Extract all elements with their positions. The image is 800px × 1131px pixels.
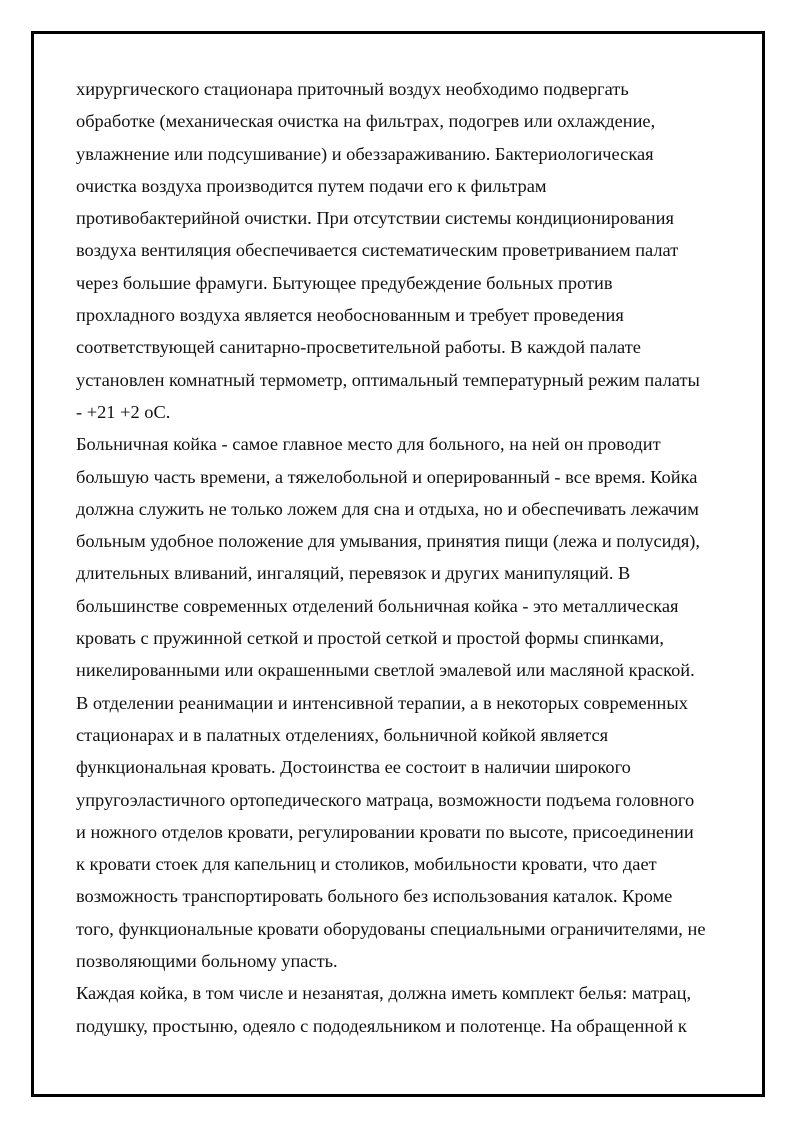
- text-line: и ножного отделов кровати, регулировании кровати по высоте, присоединении: [76, 821, 694, 842]
- text-line: функциональная кровать. Достоинства ее состоит в наличии широкого: [76, 757, 631, 778]
- text-line: того, функциональные кровати оборудованы специальными ограничителями, не: [76, 918, 706, 939]
- text-line: большую часть времени, а тяжелобольной и оперированный - все время. Койка: [76, 466, 698, 487]
- text-line: - +21 +2 оС.: [76, 401, 171, 422]
- text-line: хирургического стационара приточный воздух необходимо подвергать: [76, 79, 629, 99]
- text-line: противобактерийной очистки. При отсутствии системы кондиционирования: [76, 208, 674, 229]
- text-line: В отделении реанимации и интенсивной терапии, а в некоторых современных: [76, 692, 688, 713]
- text-line: Больничная койка - самое главное место для больного, на ней он проводит: [76, 434, 661, 455]
- text-line: Каждая койка, в том числе и незанятая, должна иметь комплект белья: матрац,: [76, 983, 692, 1004]
- text-line: установлен комнатный термометр, оптимальный температурный режим палаты: [76, 369, 700, 390]
- text-line: подушку, простыню, одеяло с пододеяльником и полотенце. На обращенной к: [76, 1015, 687, 1036]
- text-line: никелированными или окрашенными светлой эмалевой или масляной краской.: [76, 660, 695, 681]
- text-line: длительных вливаний, ингаляций, перевязок и других манипуляций. В: [76, 563, 631, 584]
- text-line: прохладного воздуха является необоснованным и требует проведения: [76, 305, 624, 326]
- text-line: соответствующей санитарно-просветительной работы. В каждой палате: [76, 337, 641, 358]
- text-line: больным удобное положение для умывания, принятия пищи (лежа и полусидя),: [76, 531, 701, 552]
- text-line: большинстве современных отделений больничная койка - это металлическая: [76, 595, 679, 616]
- text-line: стационарах и в палатных отделениях, больничной койкой является: [76, 724, 609, 745]
- text-line: через большие фрамуги. Бытующее предубеждение больных против: [76, 272, 613, 293]
- document-body: [76, 73, 736, 1042]
- text-line: к кровати стоек для капельниц и столиков, мобильности кровати, что дает: [76, 854, 657, 875]
- text-line: очистка воздуха производится путем подачи его к фильтрам: [76, 175, 547, 196]
- text-line: должна служить не только ложем для сна и отдыха, но и обеспечивать лежачим: [76, 498, 699, 519]
- text-line: упругоэластичного ортопедического матраца, возможности подъема головного: [76, 789, 695, 810]
- text-line: увлажнение или подсушивание) и обеззараживанию. Бактериологическая: [76, 143, 654, 164]
- text-line: позволяющими больному упасть.: [76, 951, 338, 972]
- text-line: кровать с пружинной сеткой и простой сеткой и простой формы спинками,: [76, 628, 664, 649]
- text-line: воздуха вентиляция обеспечивается систематическим проветриванием палат: [76, 240, 679, 261]
- text-line: обработке (механическая очистка на фильтрах, подогрев или охлаждение,: [76, 111, 656, 132]
- text-line: возможность транспортировать больного без использования каталок. Кроме: [76, 886, 673, 907]
